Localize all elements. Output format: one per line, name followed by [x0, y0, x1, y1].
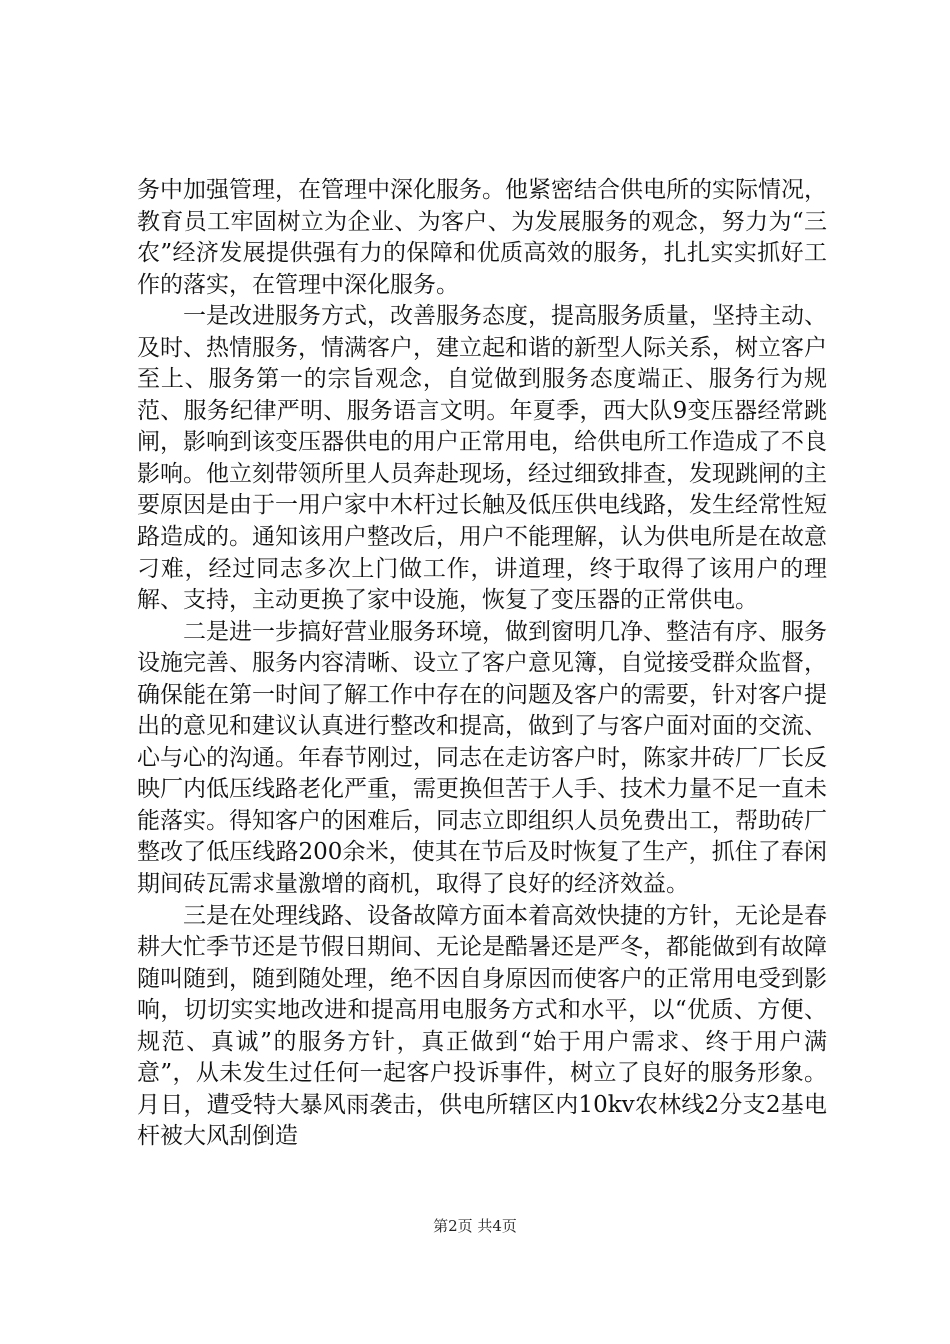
paragraph-continuation: 务中加强管理，在管理中深化服务。他紧密结合供电所的实际情况，教育员工牢固树立为企业、为客户、为发展服务的观念，努力为“三农”经济发展提供强有力的保障和优质高效的服务，扎扎实实抓好工作的落实，在管理中深化服务。 — [137, 177, 827, 298]
paragraph-service-environment: 二是进一步搞好营业服务环境，做到窗明几净、整洁有序、服务设施完善、服务内容清晰、设立了客户意见簿，自觉接受群众监督，确保能在第一时间了解工作中存在的问题及客户的需要，针对客户提出的意见和建议认真进行整改和提高，做到了与客户面对面的交流、心与心的沟通。年春节刚过，同志在走访客户时，陈家井砖厂厂长反映厂内低压线路老化严重，需更换但苦于人手、技术力量不足一直未能落实。得知客户的困难后，同志立即组织人员免费出工，帮助砖厂整改了低压线路200余米，使其在节后及时恢复了生产，抓住了春闲期间砖瓦需求量激增的商机，取得了良好的经济效益。 — [137, 618, 827, 898]
paragraph-service-attitude: 一是改进服务方式，改善服务态度，提高服务质量，坚持主动、及时、热情服务，情满客户，建立起和谐的新型人际关系，树立客户至上、服务第一的宗旨观念，自觉做到服务态度端正、服务行为规范、服务纪律严明、服务语言文明。年夏季，西大队9变压器经常跳闸，影响到该变压器供电的用户正常用电，给供电所工作造成了不良影响。他立刻带领所里人员奔赴现场，经过细致排查，发现跳闸的主要原因是由于一用户家中木杆过长触及低压供电线路，发生经常性短路造成的。通知该用户整改后，用户不能理解，认为供电所是在故意刁难，经过同志多次上门做工作，讲道理，终于取得了该用户的理解、支持，主动更换了家中设施，恢复了变压器的正常供电。 — [137, 303, 827, 614]
document-body — [137, 175, 827, 1153]
page-footer: 第2页 共4页 — [433, 1217, 517, 1235]
paragraph-fault-handling: 三是在处理线路、设备故障方面本着高效快捷的方针，无论是春耕大忙季节还是节假日期间、无论是酷暑还是严冬，都能做到有故障随叫随到，随到随处理，绝不因自身原因而使客户的正常用电受到影响，切切实实地改进和提高用电服务方式和水平，以“优质、方便、规范、真诚”的服务方针，真正做到“始于用户需求、终于用户满意”，从未发生过任何一起客户投诉事件，树立了良好的服务形象。月日，遭受特大暴风雨袭击，供电所辖区内10kv农林线2分支2基电杆被大风刮倒造 — [137, 902, 827, 1150]
